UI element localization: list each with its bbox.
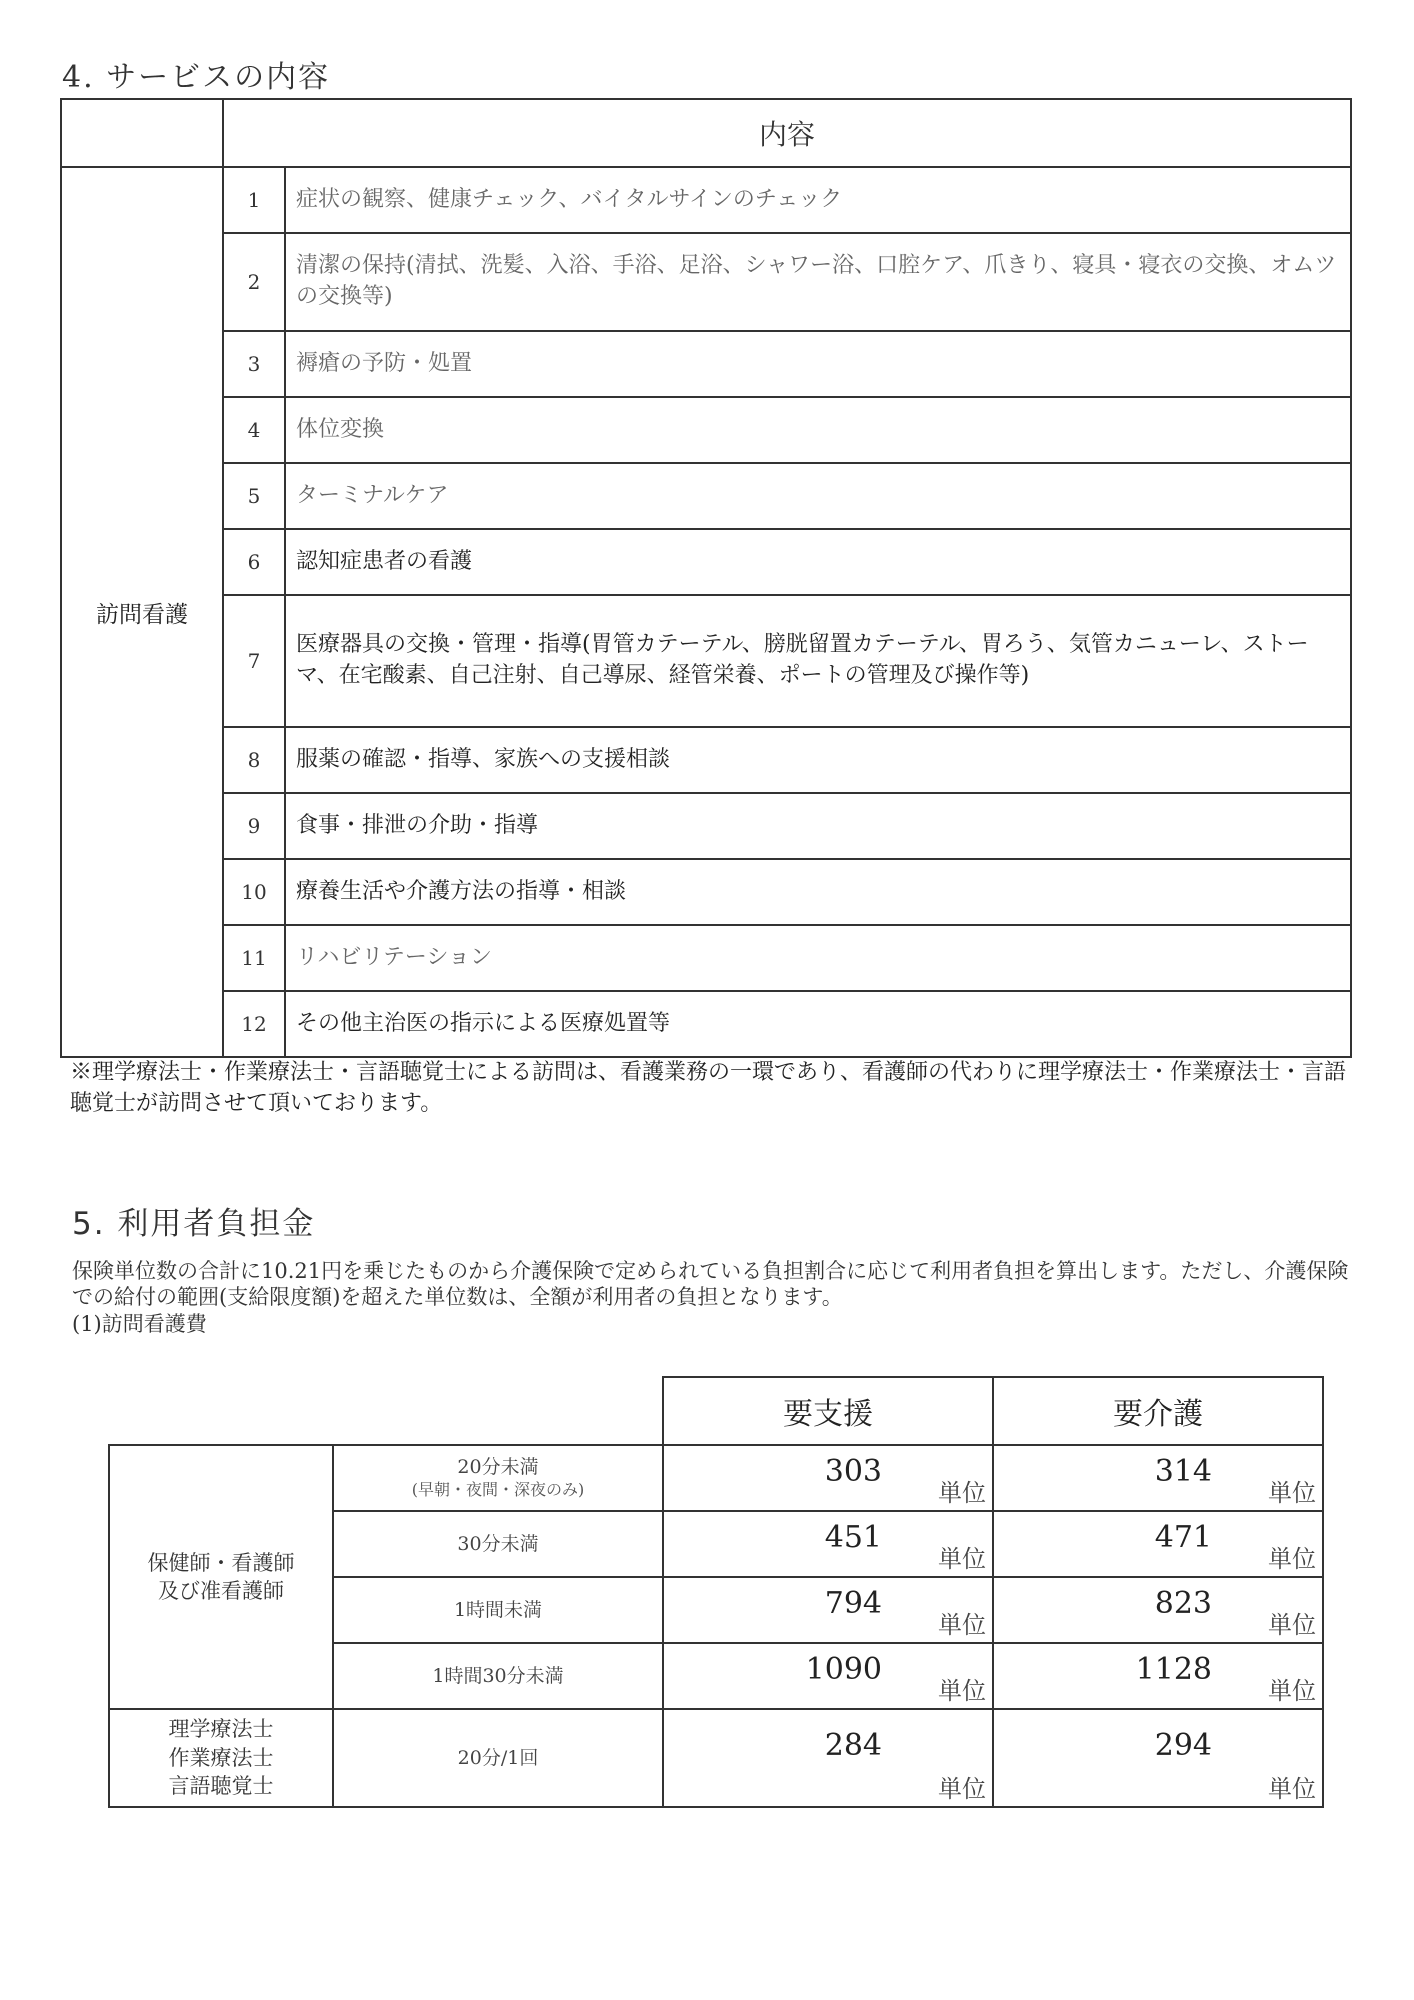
duration-sublabel: (早朝・夜間・深夜のみ) [411,1479,585,1499]
care-value-cell [993,1643,1323,1709]
support-units: 451 [824,1520,882,1555]
row-number: 11 [223,925,285,991]
care-units: 294 [1154,1728,1212,1763]
role-line: 作業療法士 [168,1745,274,1770]
row-number: 9 [223,793,285,859]
fee-paragraph: 保険単位数の合計に10.21円を乗じたものから介護保険で定められている負担割合に応じて利用者負担を算出します。ただし、介護保険での給付の範囲(支給限度額)を超えた単位数は、全額が利用者の負担となります。 [72,1259,1349,1310]
row-number: 2 [223,233,285,331]
duration-label: 20分/1回 [457,1746,539,1769]
care-units: 314 [1154,1454,1212,1489]
row-text: その他主治医の指示による医療処置等 [285,991,1351,1057]
support-units: 284 [824,1728,882,1763]
care-value-cell [993,1709,1323,1807]
row-number: 12 [223,991,285,1057]
duration-cell [333,1511,663,1577]
table-row [61,167,1351,233]
fee-row [109,1445,1323,1511]
care-value-cell [993,1445,1323,1511]
fee-description [72,1258,1362,1337]
unit-label: 単位 [938,1479,986,1507]
row-number: 4 [223,397,285,463]
header-blank-cell [109,1377,333,1445]
fee-row [109,1709,1323,1807]
support-value-cell [663,1709,993,1807]
support-value-cell [663,1577,993,1643]
row-number: 3 [223,331,285,397]
visiting-nursing-fee-subheading: (1)訪問看護費 [72,1311,207,1336]
duration-cell [333,1445,663,1511]
therapist-visit-note: ※理学療法士・作業療法士・言語聴覚士による訪問は、看護業務の一環であり、看護師の代わりに理学療法士・作業療法士・言語聴覚士が訪問させて頂いております。 [70,1060,1347,1116]
unit-label: 単位 [1268,1677,1316,1705]
table-row [61,793,1351,859]
row-text: 服薬の確認・指導、家族への支援相談 [285,727,1351,793]
support-units: 1090 [805,1652,882,1687]
content-header: 内容 [223,99,1351,167]
row-text: リハビリテーション [285,925,1351,991]
role-line: 言語聴覚士 [168,1774,274,1799]
duration-cell [333,1643,663,1709]
section4-title: 4. サービスの内容 [62,60,331,95]
table-row [61,233,1351,331]
duration-label: 1時間未満 [453,1598,543,1621]
service-content-table [60,98,1352,1058]
fee-header-row [109,1377,1323,1445]
duration-cell [333,1577,663,1643]
table-row [61,529,1351,595]
support-units: 794 [824,1586,882,1621]
row-text: 療養生活や介護方法の指導・相談 [285,859,1351,925]
table-row [61,727,1351,793]
unit-label: 単位 [1268,1775,1316,1803]
duration-cell [333,1709,663,1807]
unit-label: 単位 [1268,1611,1316,1639]
table-row [61,463,1351,529]
role-line: 及び准看護師 [158,1579,284,1603]
category-visiting-nursing: 訪問看護 [61,167,223,1057]
support-value-cell [663,1511,993,1577]
table-row [61,925,1351,991]
table-row [61,595,1351,727]
row-number: 1 [223,167,285,233]
care-units: 471 [1154,1520,1212,1555]
duration-label: 30分未満 [457,1532,539,1555]
care-value-cell [993,1511,1323,1577]
support-value-cell [663,1643,993,1709]
care-units: 823 [1154,1586,1212,1621]
row-number: 10 [223,859,285,925]
table-row [61,859,1351,925]
table-row [61,397,1351,463]
row-text: 食事・排泄の介助・指導 [285,793,1351,859]
role-therapists [109,1709,333,1807]
duration-label: 20分未満 [457,1456,539,1479]
support-units: 303 [824,1454,882,1489]
header-blank-cell [333,1377,663,1445]
row-text: ターミナルケア [285,463,1351,529]
row-text: 褥瘡の予防・処置 [285,331,1351,397]
row-number: 7 [223,595,285,727]
support-value-cell [663,1445,993,1511]
unit-label: 単位 [1268,1479,1316,1507]
fee-table [108,1376,1324,1808]
role-line: 保健師・看護師 [147,1550,295,1575]
role-nurses [109,1445,333,1709]
row-text: 認知症患者の看護 [285,529,1351,595]
role-line: 理学療法士 [168,1717,274,1742]
row-number: 6 [223,529,285,595]
row-number: 5 [223,463,285,529]
row-text: 清潔の保持(清拭、洗髪、入浴、手浴、足浴、シャワー浴、口腔ケア、爪きり、寝具・寝衣の交換、オムツの交換等) [285,233,1351,331]
table-row [61,331,1351,397]
table-row [61,991,1351,1057]
row-text: 症状の観察、健康チェック、バイタルサインのチェック [285,167,1351,233]
unit-label: 単位 [938,1775,986,1803]
unit-label: 単位 [1268,1545,1316,1573]
row-text: 体位変換 [285,397,1351,463]
header-blank-cell [61,99,223,167]
unit-label: 単位 [938,1545,986,1573]
unit-label: 単位 [938,1677,986,1705]
row-text: 医療器具の交換・管理・指導(胃管カテーテル、膀胱留置カテーテル、胃ろう、気管カニューレ、ストーマ、在宅酸素、自己注射、自己導尿、経管栄養、ポートの管理及び操作等) [285,595,1351,727]
care-value-cell [993,1577,1323,1643]
section5-title: 5. 利用者負担金 [72,1206,316,1242]
column-support-needed: 要支援 [663,1377,993,1445]
unit-label: 単位 [938,1611,986,1639]
column-care-needed: 要介護 [993,1377,1323,1445]
duration-label: 1時間30分未満 [432,1664,564,1687]
service-table-header-row [61,99,1351,167]
row-number: 8 [223,727,285,793]
care-units: 1128 [1135,1652,1212,1687]
